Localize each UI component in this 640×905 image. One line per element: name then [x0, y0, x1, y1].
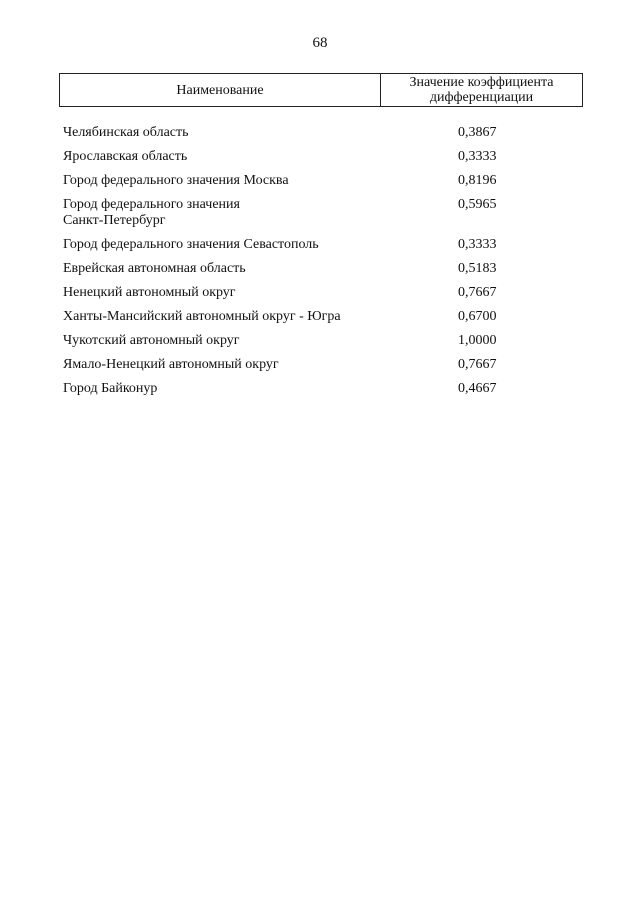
coefficient-value: 0,5965 [458, 197, 497, 212]
coefficient-value: 0,3333 [458, 237, 497, 252]
coefficient-value: 0,7667 [458, 357, 497, 372]
coefficient-value: 1,0000 [458, 333, 497, 348]
table-row [63, 197, 583, 229]
page-number: 68 [312, 35, 328, 51]
region-name: Ханты-Мансийский автономный округ - Югра [63, 309, 341, 324]
coefficient-value: 0,4667 [458, 381, 497, 396]
region-name: Чукотский автономный округ [63, 333, 240, 348]
table-row [63, 237, 583, 253]
table-header [59, 73, 583, 107]
column-header-name: Наименование [60, 74, 381, 106]
region-name: Еврейская автономная область [63, 261, 246, 276]
region-name: Город федерального значения Севастополь [63, 237, 319, 252]
region-name: Ненецкий автономный округ [63, 285, 236, 300]
table-row [63, 149, 583, 165]
region-name: Город федерального значения Москва [63, 173, 289, 188]
table-row [63, 309, 583, 325]
column-header-value: Значение коэффициента дифференциации [409, 75, 554, 105]
region-name: Город Байконур [63, 381, 158, 396]
region-name: Ярославская область [63, 149, 188, 164]
region-name: Город федерального значения Санкт-Петербург [63, 197, 240, 228]
coefficient-value: 0,8196 [458, 173, 497, 188]
region-name: Челябинская область [63, 125, 189, 140]
table-row [63, 357, 583, 373]
coefficient-value: 0,7667 [458, 285, 497, 300]
coefficient-value: 0,3867 [458, 125, 497, 140]
coefficient-value: 0,5183 [458, 261, 497, 276]
table-row [63, 125, 583, 141]
table-row [63, 261, 583, 277]
coefficient-value: 0,6700 [458, 309, 497, 324]
region-name: Ямало-Ненецкий автономный округ [63, 357, 279, 372]
table-row [63, 333, 583, 349]
table-body [63, 125, 583, 397]
table-row [63, 381, 583, 397]
coefficient-value: 0,3333 [458, 149, 497, 164]
table-row [63, 285, 583, 301]
table-row [63, 173, 583, 189]
